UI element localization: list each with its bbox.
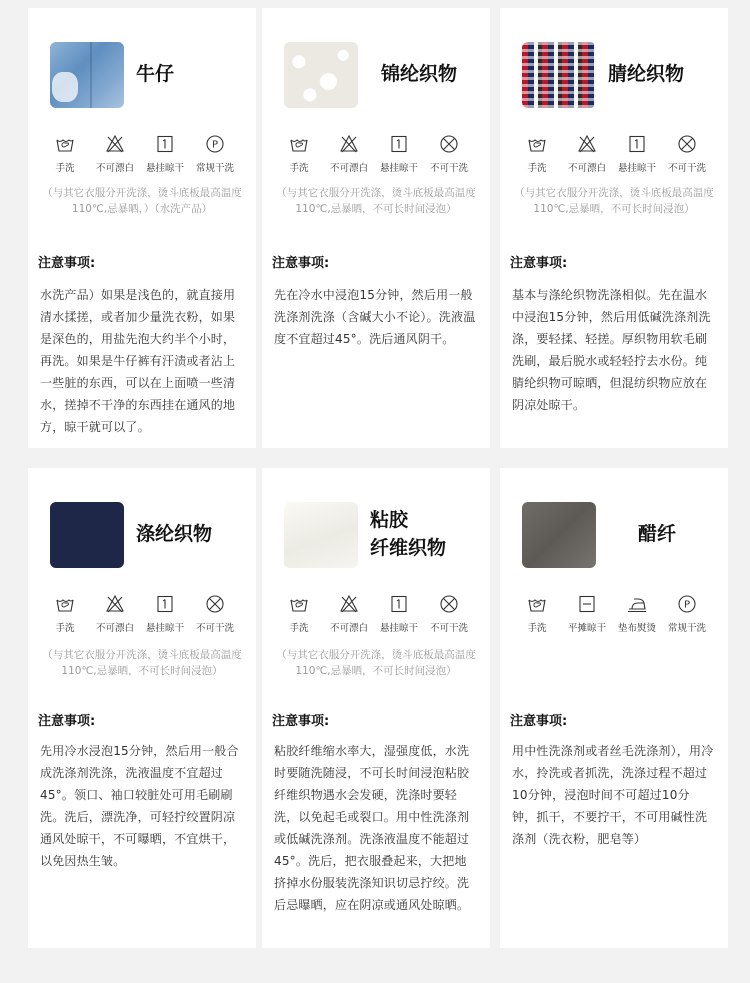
care-item bbox=[612, 594, 662, 634]
care-label: 不可漂白 bbox=[95, 163, 134, 174]
card-title: 涤纶织物 bbox=[136, 523, 213, 546]
care-label: 不可漂白 bbox=[329, 163, 368, 174]
card-nylon bbox=[262, 8, 490, 448]
care-label: 不可漂白 bbox=[329, 623, 368, 634]
card-header bbox=[522, 502, 718, 568]
care-item bbox=[40, 594, 90, 634]
tweed-swatch bbox=[522, 42, 596, 108]
care-label: 手洗 bbox=[55, 163, 75, 174]
svg-text:P: P bbox=[211, 139, 219, 151]
care-label: 垫布熨烫 bbox=[617, 623, 656, 634]
card-title: 锦纶织物 bbox=[380, 63, 457, 86]
care-item bbox=[512, 134, 562, 174]
care-item bbox=[140, 134, 190, 174]
care-label: 不可漂白 bbox=[567, 163, 606, 174]
svg-text:P: P bbox=[683, 599, 691, 611]
care-instructions: 先在冷水中浸泡15分钟，然后用一般洗涤剂洗涤（含碱大小不论）。洗液温度不宜超过45°。洗后通风阴干。 bbox=[274, 288, 476, 346]
hang-dry-icon bbox=[155, 134, 175, 154]
card-title: 醋纤 bbox=[637, 523, 676, 546]
navy-swatch bbox=[50, 502, 124, 568]
dryclean-p-icon bbox=[677, 594, 697, 614]
handwash-icon bbox=[55, 134, 75, 154]
care-label: 不可干洗 bbox=[429, 163, 468, 174]
section-title: 注意事项: bbox=[38, 714, 96, 729]
care-label: 平摊晾干 bbox=[567, 623, 606, 634]
care-instructions: 用中性洗涤剂或者丝毛洗涤剂），用冷水，拎洗或者抓洗，洗涤过程不超过10分钟，浸泡时间不可超过10分钟，抓干，不要拧干，不可用碱性洗涤剂（洗衣粉，肥皂等） bbox=[512, 744, 714, 846]
care-item bbox=[90, 594, 140, 634]
care-label: 悬挂晾干 bbox=[145, 623, 184, 634]
care-note: （与其它衣服分开洗涤，烫斗底板最高温度110℃,忌暴晒，）（水洗产品） bbox=[42, 187, 242, 215]
care-label: 手洗 bbox=[527, 163, 547, 174]
no-bleach-icon bbox=[105, 134, 125, 154]
care-label: 不可漂白 bbox=[95, 623, 134, 634]
care-icons bbox=[40, 594, 248, 634]
care-item bbox=[662, 134, 712, 174]
care-item bbox=[140, 594, 190, 634]
card-header bbox=[50, 502, 246, 568]
care-item bbox=[190, 594, 240, 634]
no-dryclean-icon bbox=[205, 594, 225, 614]
section-title: 注意事项: bbox=[510, 256, 568, 271]
card-header bbox=[50, 42, 246, 108]
care-label: 悬挂晾干 bbox=[379, 623, 418, 634]
card-polyester bbox=[28, 468, 256, 948]
card-header bbox=[522, 42, 718, 108]
care-icons bbox=[274, 594, 482, 634]
handwash-icon bbox=[527, 134, 547, 154]
care-item bbox=[40, 134, 90, 174]
no-bleach-icon bbox=[339, 134, 359, 154]
care-item bbox=[274, 134, 324, 174]
section-title: 注意事项: bbox=[272, 714, 330, 729]
care-label: 常规干洗 bbox=[667, 623, 706, 634]
care-note: （与其它衣服分开洗涤，烫斗底板最高温度110℃,忌暴晒，不可长时间浸泡） bbox=[276, 649, 476, 677]
care-item bbox=[612, 134, 662, 174]
lace-swatch bbox=[284, 42, 358, 108]
care-icons bbox=[40, 134, 248, 174]
care-label: 手洗 bbox=[289, 163, 309, 174]
care-icons bbox=[512, 134, 720, 174]
card-title: 腈纶织物 bbox=[608, 63, 685, 86]
care-item bbox=[374, 134, 424, 174]
care-item bbox=[562, 594, 612, 634]
hang-dry-icon bbox=[389, 134, 409, 154]
hang-dry-icon bbox=[627, 134, 647, 154]
care-label: 不可干洗 bbox=[429, 623, 468, 634]
care-instructions: 先用冷水浸泡15分钟，然后用一般合成洗涤剂洗涤，洗液温度不宜超过45°。领口、袖口较脏处可用毛刷刷洗。洗后，漂洗净，可轻拧绞置阴凉通风处晾干，不可曝晒，不宜烘干，以免因热生皱。 bbox=[40, 744, 239, 868]
flat-dry-icon bbox=[577, 594, 597, 614]
care-item bbox=[324, 594, 374, 634]
no-bleach-icon bbox=[577, 134, 597, 154]
care-item bbox=[274, 594, 324, 634]
section-title: 注意事项: bbox=[510, 714, 568, 729]
dryclean-p-icon bbox=[205, 134, 225, 154]
care-instructions: 水洗产品）如果是浅色的，就直接用清水揉搓，或者加少量洗衣粉，如果是深色的，用盐先泡大约半个小时，再洗。如果是牛仔裤有汗渍或者沾上一些脏的东西，可以在上面喷一些清水，搓掉不干净的东西挂在通风的地方，晾干就可以了。 bbox=[40, 288, 236, 434]
care-icons bbox=[512, 594, 720, 634]
care-label: 手洗 bbox=[289, 623, 309, 634]
care-item bbox=[512, 594, 562, 634]
care-note: （与其它衣服分开洗涤，烫斗底板最高温度110℃,忌暴晒，不可长时间浸泡） bbox=[42, 649, 242, 677]
hang-dry-icon bbox=[155, 594, 175, 614]
care-item bbox=[190, 134, 240, 174]
section-title: 注意事项: bbox=[272, 256, 330, 271]
care-label: 悬挂晾干 bbox=[379, 163, 418, 174]
card-header bbox=[284, 502, 480, 568]
card-viscose bbox=[262, 468, 490, 948]
care-label: 悬挂晾干 bbox=[145, 163, 184, 174]
card-acetate bbox=[500, 468, 728, 948]
handwash-icon bbox=[527, 594, 547, 614]
cream-swatch bbox=[284, 502, 358, 568]
iron-cloth-icon bbox=[627, 594, 647, 614]
care-item bbox=[662, 594, 712, 634]
care-label: 不可干洗 bbox=[195, 623, 234, 634]
section-title: 注意事项: bbox=[38, 256, 96, 271]
handwash-icon bbox=[289, 594, 309, 614]
care-icons bbox=[274, 134, 482, 174]
denim-swatch bbox=[50, 42, 124, 108]
card-title: 粘胶 纤维织物 bbox=[370, 509, 447, 559]
card-header bbox=[284, 42, 480, 108]
care-label: 不可干洗 bbox=[667, 163, 706, 174]
care-label: 手洗 bbox=[55, 623, 75, 634]
hang-dry-icon bbox=[389, 594, 409, 614]
care-note: （与其它衣服分开洗涤，烫斗底板最高温度110℃,忌暴晒，不可长时间浸泡） bbox=[514, 187, 714, 215]
care-label: 常规干洗 bbox=[195, 163, 234, 174]
care-item bbox=[374, 594, 424, 634]
card-denim bbox=[28, 8, 256, 448]
care-note: （与其它衣服分开洗涤，烫斗底板最高温度110℃,忌暴晒，不可长时间浸泡） bbox=[276, 187, 476, 215]
no-bleach-icon bbox=[339, 594, 359, 614]
no-dryclean-icon bbox=[439, 134, 459, 154]
care-item bbox=[324, 134, 374, 174]
handwash-icon bbox=[289, 134, 309, 154]
care-label: 手洗 bbox=[527, 623, 547, 634]
handwash-icon bbox=[55, 594, 75, 614]
care-item bbox=[424, 134, 474, 174]
care-item bbox=[424, 594, 474, 634]
care-label: 悬挂晾干 bbox=[617, 163, 656, 174]
no-bleach-icon bbox=[105, 594, 125, 614]
care-item bbox=[90, 134, 140, 174]
care-instructions: 粘胶纤维缩水率大，湿强度低，水洗时要随洗随浸，不可长时间浸泡粘胶纤维织物遇水会发硬，洗涤时要轻洗，以免起毛或裂口。用中性洗涤剂或低碱洗涤剂。洗涤液温度不能超过45°。洗后，把衣服叠起来，大把地挤掉水份服装洗涤知识切忌拧绞。洗后忌曝晒，应在阴凉或通风处晾晒。 bbox=[274, 744, 470, 912]
care-instructions: 基本与涤纶织物洗涤相似。先在温水中浸泡15分钟，然后用低碱洗涤剂洗涤，要轻揉、轻搓。厚织物用软毛刷洗刷，最后脱水或轻轻拧去水份。纯腈纶织物可晾晒，但混纺织物应放在阴凉处晾干。 bbox=[512, 288, 711, 412]
card-title: 牛仔 bbox=[136, 63, 175, 86]
no-dryclean-icon bbox=[677, 134, 697, 154]
gray-swatch bbox=[522, 502, 596, 568]
card-acrylic bbox=[500, 8, 728, 448]
care-item bbox=[562, 134, 612, 174]
no-dryclean-icon bbox=[439, 594, 459, 614]
